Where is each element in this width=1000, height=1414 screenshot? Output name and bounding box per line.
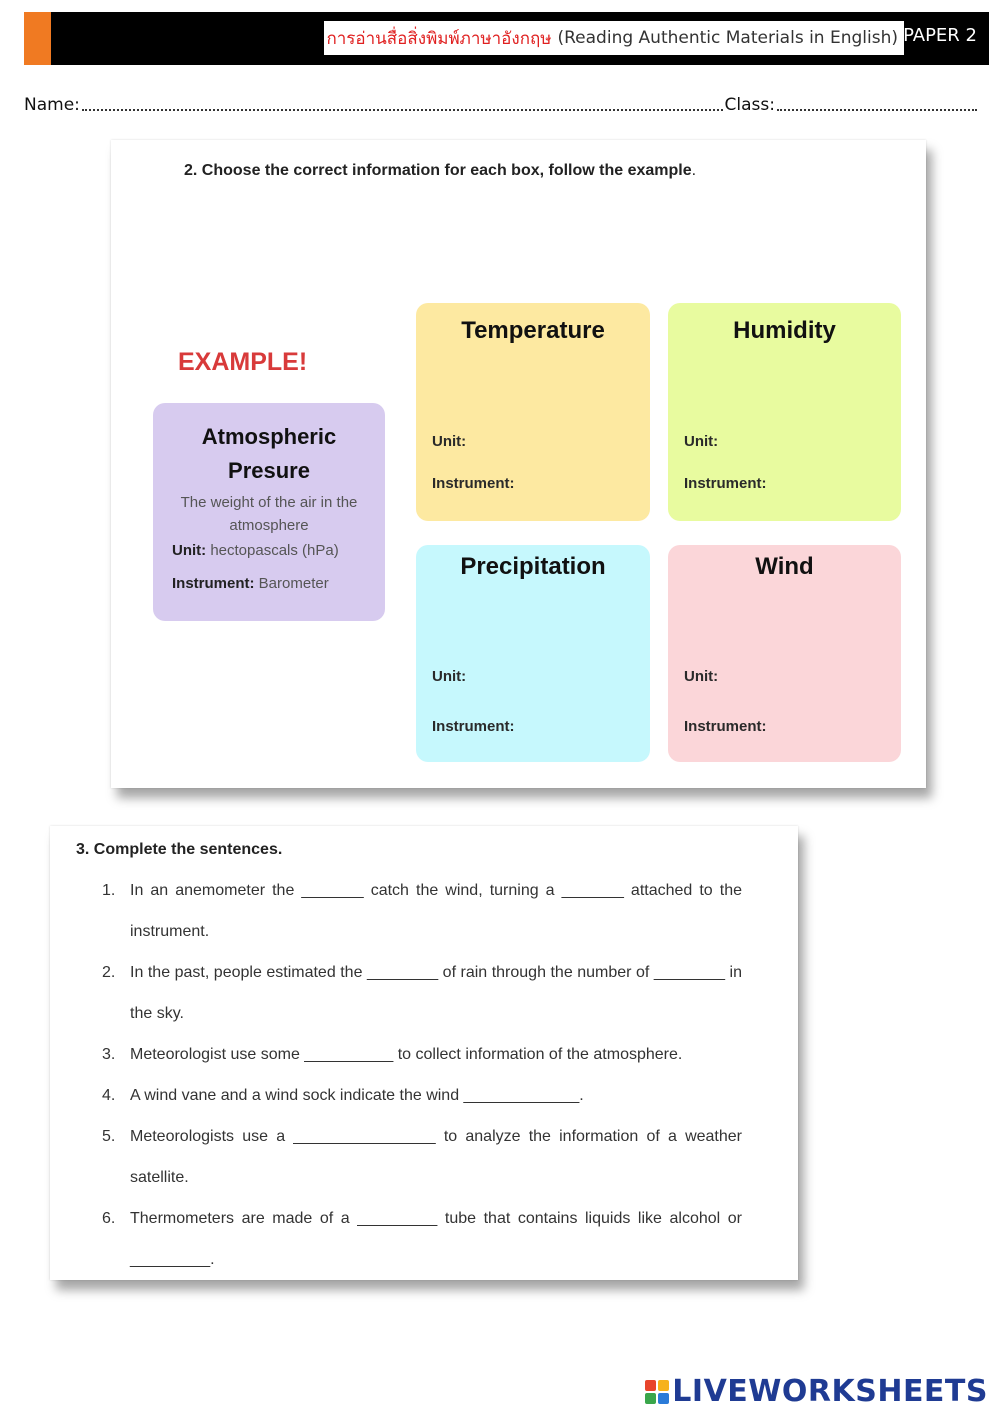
sentence-list [102, 870, 742, 1280]
precipitation-card [416, 545, 650, 762]
class-label: Class: [724, 95, 775, 115]
exercise-3-panel [50, 826, 798, 1280]
header-accent [24, 12, 51, 65]
card-title: Temperature [461, 317, 605, 344]
example-unit-row [172, 542, 339, 559]
instrument-answer-field[interactable]: Instrument: [432, 475, 515, 492]
name-label: Name: [24, 95, 80, 115]
card-title: Humidity [733, 317, 836, 344]
liveworksheets-logo [645, 1374, 988, 1409]
example-title-line1: Atmospheric [201, 424, 337, 449]
sentence-number: 1. [102, 882, 116, 899]
student-info-line [24, 93, 979, 115]
exercise-2-panel [111, 140, 926, 788]
sentence-text: Thermometers are made of a _________ tube that contains liquids like alcohol or _________. [130, 1210, 742, 1268]
example-label: EXAMPLE! [178, 348, 308, 376]
unit-answer-field[interactable]: Unit: [684, 433, 719, 450]
exercise-3-heading: 3. Complete the sentences. [76, 841, 283, 858]
card-title: Wind [755, 553, 814, 580]
sentence-item[interactable] [102, 1075, 742, 1116]
worksheet-title [324, 21, 904, 55]
logo-text: LIVEWORKSHEETS [672, 1374, 988, 1409]
sentence-number: 6. [102, 1210, 116, 1227]
title-thai: การอ่านสื่อสิ่งพิมพ์ภาษาอังกฤษ [326, 28, 552, 49]
instrument-answer-field[interactable]: Instrument: [432, 718, 515, 735]
sentence-number: 3. [102, 1046, 116, 1063]
sentence-number: 4. [102, 1087, 116, 1104]
sentence-text: In an anemometer the _______ catch the wind, turning a _______ attached to the instrument. [130, 882, 742, 940]
sentence-text: A wind vane and a wind sock indicate the wind _____________. [130, 1087, 584, 1104]
example-unit-label: Unit: [172, 542, 207, 559]
header-bar [24, 12, 989, 65]
exercise-2-instruction [184, 162, 696, 180]
name-field[interactable] [82, 109, 723, 111]
sentence-item[interactable] [102, 1116, 742, 1198]
example-card-title [153, 420, 385, 488]
instrument-answer-field[interactable]: Instrument: [684, 475, 767, 492]
example-title-line2: Presure [228, 458, 310, 483]
unit-answer-field[interactable]: Unit: [432, 433, 467, 450]
logo-mark-icon [645, 1380, 669, 1404]
example-card [153, 403, 385, 621]
sentence-item[interactable] [102, 952, 742, 1034]
sentence-text: In the past, people estimated the ________ of rain through the number of ________ in the sky. [130, 964, 742, 1022]
humidity-card [668, 303, 901, 521]
title-english: (Reading Authentic Materials in English) [557, 28, 898, 48]
example-instrument-value: Barometer [258, 575, 329, 592]
sentence-text: Meteorologists use a ________________ to analyze the information of a weather satellite. [130, 1128, 742, 1186]
unit-answer-field[interactable]: Unit: [684, 668, 719, 685]
instrument-answer-field[interactable]: Instrument: [684, 718, 767, 735]
example-instrument-label: Instrument: [172, 575, 255, 592]
instruction-text: 2. Choose the correct information for each box, follow the example [184, 162, 692, 179]
unit-answer-field[interactable]: Unit: [432, 668, 467, 685]
temperature-card [416, 303, 650, 521]
paper-number: PAPER 2 [903, 25, 977, 46]
example-description: The weight of the air in the atmosphere [180, 494, 358, 534]
sentence-item[interactable] [102, 870, 742, 952]
instruction-period: . [691, 162, 697, 179]
sentence-number: 2. [102, 964, 116, 981]
sentence-number: 5. [102, 1128, 116, 1145]
example-unit-value: hectopascals (hPa) [210, 542, 339, 559]
sentence-item[interactable] [102, 1034, 742, 1075]
card-title: Precipitation [460, 553, 606, 580]
example-instrument-row [172, 575, 329, 592]
class-field[interactable] [777, 109, 977, 111]
sentence-item[interactable] [102, 1198, 742, 1280]
wind-card [668, 545, 901, 762]
sentence-text: Meteorologist use some __________ to collect information of the atmosphere. [130, 1046, 683, 1063]
